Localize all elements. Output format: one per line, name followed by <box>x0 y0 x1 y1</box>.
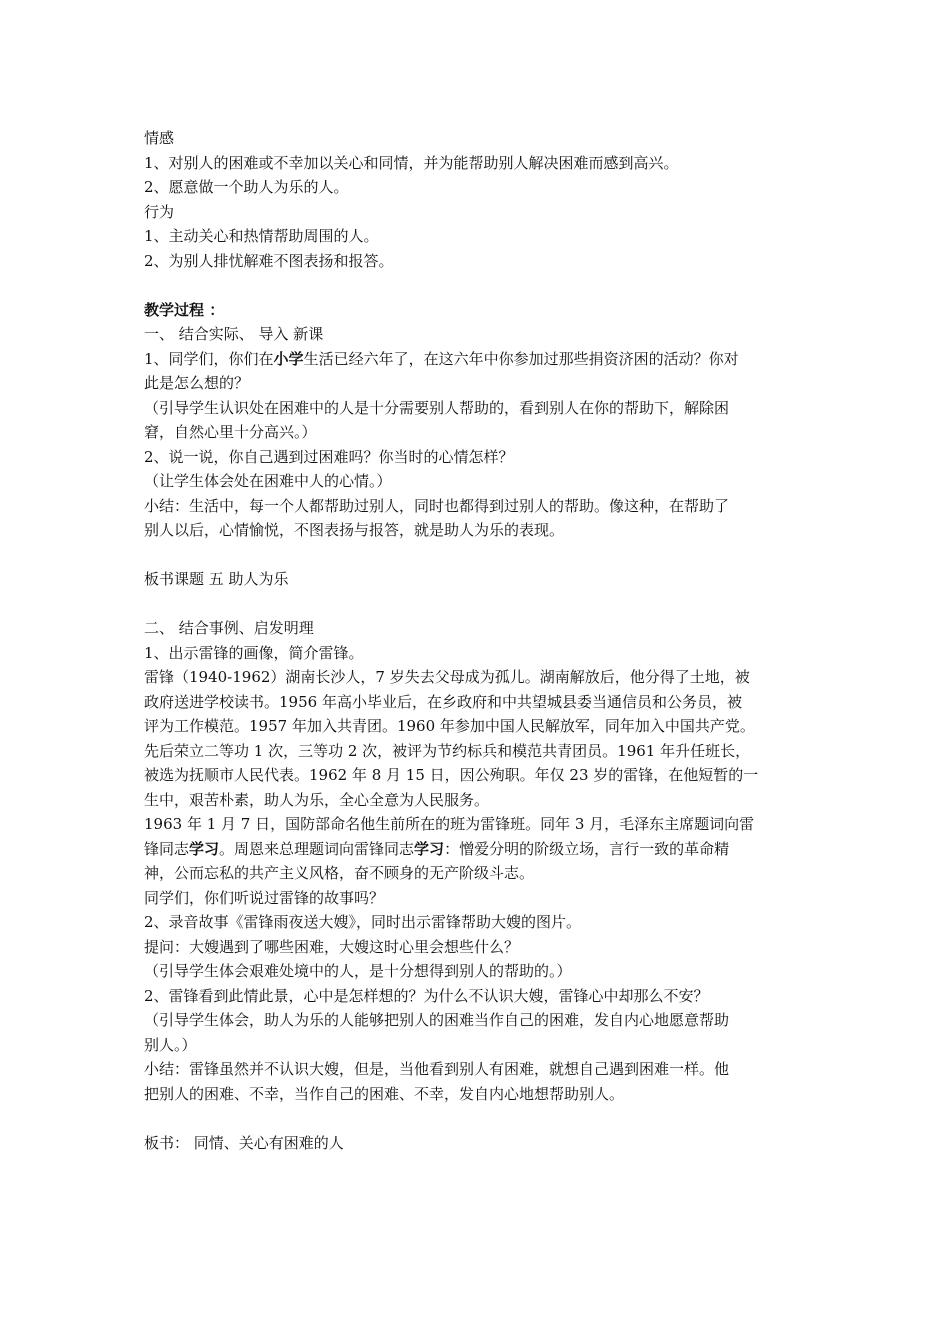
guide-2: （让学生体会处在困难中人的心情。） <box>144 472 392 490</box>
guide-1-line-2: 窘，自然心里十分高兴。） <box>144 423 317 441</box>
part1-question-1 <box>144 347 824 372</box>
board-writing: 板书： 同情、关心有困难的人 <box>144 1133 344 1152</box>
naming-post: ：憎爱分明的阶级立场，言行一致的革命精 <box>444 839 730 858</box>
guide-3: （引导学生体会艰难处境中的人，是十分想得到别人的帮助的。） <box>144 962 572 980</box>
summary-2-line-1: 小结：雷锋虽然并不认识大嫂，但是，当他看到别人有困难，就想自己遇到困难一样。他 <box>144 1060 730 1078</box>
blank-line <box>144 543 824 568</box>
section-heading-behavior: 行为 <box>144 202 175 221</box>
emotion-item-2: 2、愿意做一个助人为乐的人。 <box>144 178 349 196</box>
naming-line-2 <box>144 837 824 862</box>
guide-1-line-1: （引导学生认识处在困难中的人是十分需要别人帮助的，看到别人在你的帮助下，解除困 <box>144 398 730 417</box>
ask-story: 同学们，你们听说过雷锋的故事吗？ <box>144 888 385 907</box>
naming-mid: 。周恩来总理题词向雷锋同志 <box>219 839 415 858</box>
naming-bold-study-2: 学习 <box>414 839 445 858</box>
question: 提问：大嫂遇到了哪些困难，大嫂这时心里会想些什么？ <box>144 937 520 956</box>
guide-4-line-2: 别人。） <box>144 1035 197 1054</box>
behavior-item-1: 1、主动关心和热情帮助周围的人。 <box>144 227 379 245</box>
part1-question-2: 2、说一说，你自己遇到过困难吗？你当时的心情怎样？ <box>144 447 514 466</box>
blank-line <box>144 592 824 617</box>
q1-post: 生活已经六年了，在这六年中你参加过那些捐资济困的活动？你对 <box>303 349 739 368</box>
behavior-item-2: 2、为别人排忧解难不图表扬和报答。 <box>144 251 394 270</box>
bio-line: 评为工作模范。1957 年加入共青团。1960 年参加中国人民解放军，同年加入中国共产党。 <box>144 717 755 735</box>
teaching-process-heading: 教学过程 ： <box>144 300 225 319</box>
naming-line-3: 神，公而忘私的共产主义风格，奋不顾身的无产阶级斗志。 <box>144 864 535 882</box>
bio-line: 生中，艰苦朴素，助人为乐，全心全意为人民服务。 <box>144 790 490 809</box>
naming-bold-study-1: 学习 <box>189 839 220 858</box>
part1-question-1-cont: 此是怎么想的？ <box>144 374 250 392</box>
bio-line: 被选为抚顺市人民代表。1962 年 8 月 15 日，因公殉职。年仅 23 岁的雷锋，在他短暂的一 <box>144 766 759 784</box>
blank-line <box>144 1106 824 1131</box>
bio-line: 先后荣立二等功 1 次，三等功 2 次，被评为节约标兵和模范共青团员。1961 年升任班长， <box>144 741 751 760</box>
q1-bold-keyword: 小学 <box>273 349 304 368</box>
summary-1-line-1: 小结：生活中，每一个人都帮助过别人，同时也都得到过别人的帮助。像这种，在帮助了 <box>144 496 730 515</box>
q1-pre: 1、同学们，你们在 <box>144 349 274 368</box>
emotion-item-1: 1、对别人的困难或不幸加以关心和同情，并为能帮助别人解决困难而感到高兴。 <box>144 153 679 172</box>
part1-title: 一、 结合实际、 导入 新课 <box>144 325 324 343</box>
part2-step-2: 2、录音故事《雷锋雨夜送大嫂》，同时出示雷锋帮助大嫂的图片。 <box>144 913 582 931</box>
board-title: 板书课题 五 助人为乐 <box>144 570 289 588</box>
blank-line <box>144 273 824 298</box>
bio-line: 政府送进学校读书。1956 年高小毕业后，在乡政府和中共望城县委当通信员和公务员，被 <box>144 692 742 711</box>
summary-2-line-2: 把别人的困难、不幸，当作自己的困难、不幸，发自内心地想帮助别人。 <box>144 1084 625 1103</box>
summary-1-line-2: 别人以后，心情愉悦，不图表扬与报答，就是助人为乐的表现。 <box>144 521 565 539</box>
document-body <box>144 126 824 1155</box>
part2-step-1: 1、出示雷锋的画像，简介雷锋。 <box>144 643 364 662</box>
naming-line-1: 1963 年 1 月 7 日，国防部命名他生前所在的班为雷锋班。同年 3 月，毛泽东主席题词向雷 <box>144 815 755 833</box>
section-heading-emotion: 情感 <box>144 129 175 147</box>
guide-4-line-1: （引导学生体会，助人为乐的人能够把别人的困难当作自己的困难，发自内心地愿意帮助 <box>144 1011 730 1029</box>
part2-step-3: 2、雷锋看到此情此景，心中是怎样想的？为什么不认识大嫂，雷锋心中却那么不安？ <box>144 986 709 1005</box>
part2-title: 二、 结合事例、启发明理 <box>144 619 314 637</box>
bio-line: 雷锋（1940-1962）湖南长沙人，7 岁失去父母成为孤儿。湖南解放后，他分得了土地，被 <box>144 668 750 686</box>
naming-pre: 锋同志 <box>144 839 190 858</box>
